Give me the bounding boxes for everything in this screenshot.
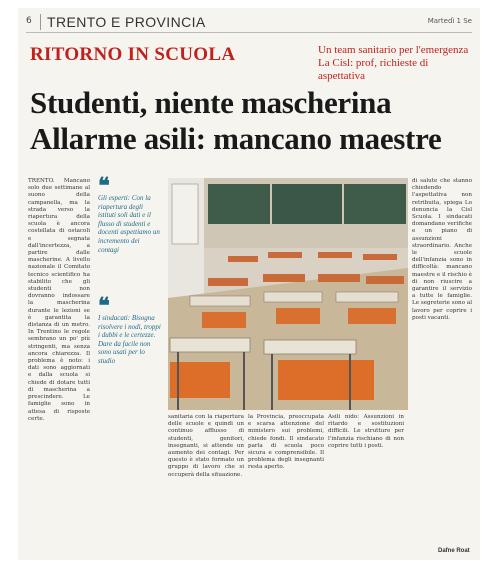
- newspaper-page: [18, 8, 480, 560]
- header-divider: [26, 32, 472, 33]
- pullquote-text: I sindacati: Bisogna risolvere i nodi, troppi i dubbi e le certezze. Dare da facile non sono usati per lo studio: [98, 314, 161, 365]
- article-column-bottom-2: la Provincia, preoccupata e scarsa attenzione del ministero sui problemi, chiede fondi. Il sindacato parla di scuola poco sicura e comprensibile. Il problema degli insegnanti resta aperto.: [248, 414, 324, 471]
- page-header: [26, 14, 472, 32]
- kicker-subtitle: Un team sanitario per l'emergenza La Cisl: prof, richieste di aspettativa: [318, 44, 469, 82]
- pullquote-experts: [98, 173, 162, 254]
- section-title: TRENTO E PROVINCIA: [40, 14, 206, 30]
- author-byline: Dafne Roat: [438, 548, 470, 554]
- page-number: 6: [26, 16, 32, 26]
- pullquote-text: Gli esperti: Con la riapertura degli istituti soli dati e il flusso di studenti e docenti aspettiamo un incremento dei contagi: [98, 194, 160, 254]
- pullquote-unions: [98, 293, 162, 366]
- headline-line-2: Allarme asili: mancano maestre: [30, 121, 442, 156]
- quote-icon: ❝: [98, 293, 110, 318]
- classroom-illustration: [168, 178, 408, 410]
- kicker-title: RITORNO IN SCUOLA: [30, 44, 236, 65]
- quote-icon: ❝: [98, 173, 110, 198]
- article-column-right: di salute che stanno chiedendo l'aspettativa non retribuita, spiega Lo denuncia la Cisl Scuola. I sindacati domandano verifiche e un piano di assunzioni straordinario. Anche le scuole dell'infanzia sono in difficoltà: mancano maestre e il rischio è di non riuscire a garantire il servizio a tutte le famiglie. Le segreterie sono al lavoro per coprire i posti vacanti.: [412, 178, 472, 321]
- headline-line-1: Studenti, niente mascherina: [30, 85, 392, 120]
- article-column-bottom-3: Asili nido: Assunzioni in ritardo e sostituzioni difficili. Le strutture per l'infanzia rischiano di non coprire tutti i posti.: [328, 414, 404, 449]
- article-column-bottom-1: sanitaria con la riapertura delle scuole e quindi un continuo afflusso di studenti, genitori, insegnanti, si attende un aumento dei contagi. Per questo è stato formato un gruppo di lavoro che si occuperà della situazione.: [168, 414, 244, 478]
- article-column-1: TRENTO. Mancano solo due settimane al suono della campanella, ma la strada verso la riapertura della scuola è ancora costellata di ostacoli e segnata dall'incertezza, a partire dalle mascherine. A livello nazionale il Comitato tecnico scientifico ha stabilito che gli studenti non dovranno indossare la mascherina durante le lezioni se è garantita la distanza di un metro. In Trentino le regole sembrano un po' più stringenti, ma senza ancora chiarezza. Il problema è noto: i dati sono aggiornati e dalla scuola si chiede di dotare tutti di mascherina a prescindere. Le famiglie sono in attesa di risposte certe.: [28, 178, 90, 422]
- classroom-photo: [168, 178, 408, 410]
- issue-date: Martedì 1 Se: [427, 17, 472, 25]
